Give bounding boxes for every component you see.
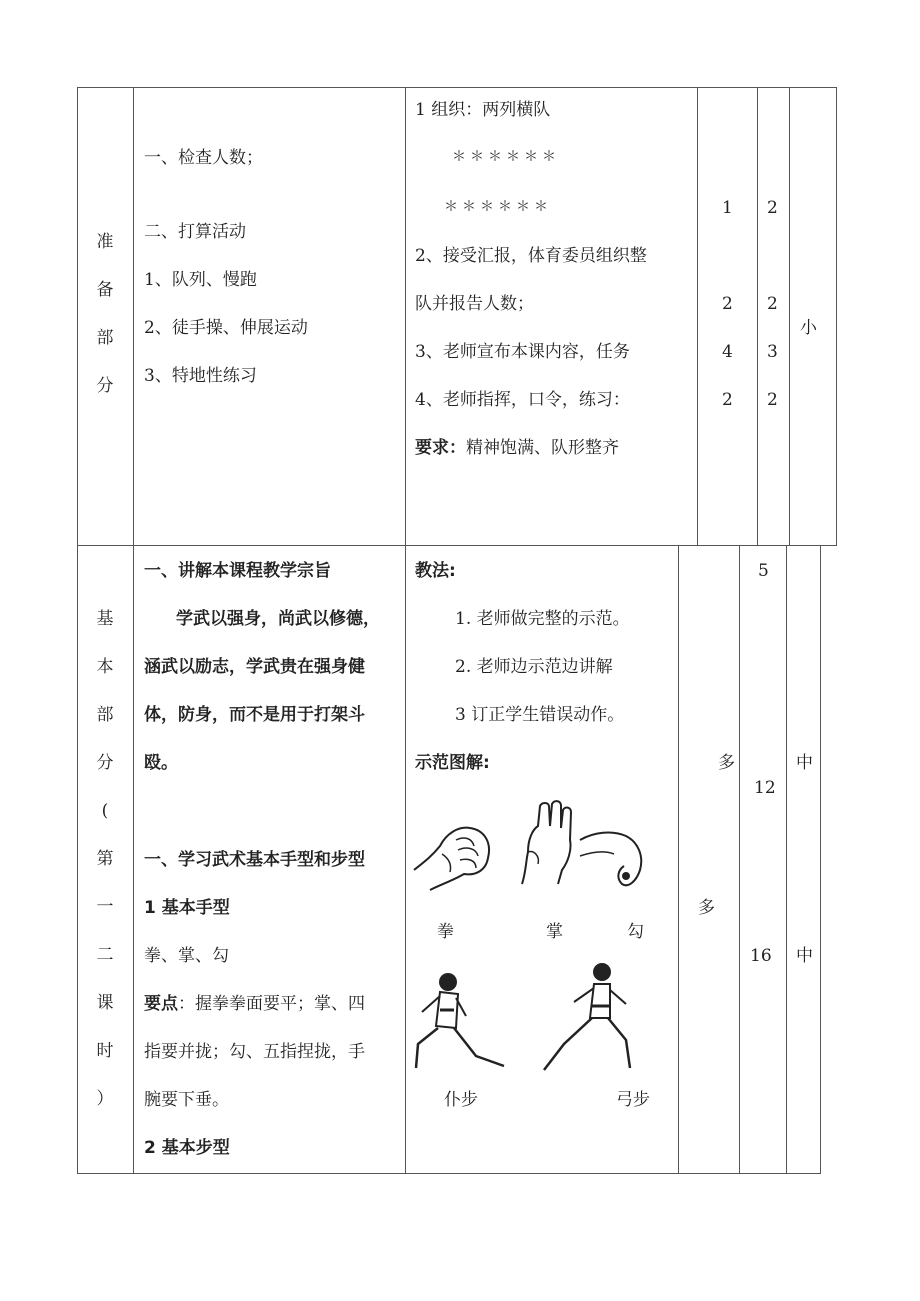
key-points-line-1: [144, 996, 365, 1013]
org-requirement: [415, 440, 619, 457]
table-border: [678, 545, 679, 1174]
basic-time-3: 16: [750, 946, 772, 966]
basic-heading-1: 一、讲解本课程教学宗旨: [144, 561, 331, 581]
requirement-label: 要求：: [415, 438, 466, 458]
basic-reps-1: 多: [718, 753, 735, 773]
org-line-1: 1 组织：两列横队: [415, 100, 551, 120]
prep-col-b-3: 3: [767, 342, 778, 362]
key-points-label: 要点: [144, 994, 178, 1014]
table-border: [405, 87, 406, 1174]
basic-heading-4: 2 基本步型: [144, 1138, 230, 1158]
hand-types: 拳、掌、勾: [144, 946, 229, 966]
table-border: [789, 87, 790, 546]
org-line-2b: 队并报告人数；: [415, 294, 534, 314]
fist-illustration: [412, 818, 494, 898]
method-step-1: 1. 老师做完整的示范。: [455, 609, 630, 629]
prep-section-label: 准 备 部 分: [96, 232, 114, 396]
prep-item-1: 一、检查人数；: [144, 148, 263, 168]
basic-reps-2: 多: [698, 898, 715, 918]
fist-caption: 拳: [437, 922, 454, 942]
demo-label: 示范图解:: [415, 753, 490, 773]
org-line-3: 3、老师宣布本课内容，任务: [415, 342, 630, 362]
table-border: [133, 87, 134, 1174]
prep-intensity: 小: [800, 318, 817, 338]
basic-para-line-2: 涵武以励志，学武贵在强身健: [144, 657, 365, 677]
table-border: [697, 87, 698, 546]
prep-item-2: 二、打算活动: [144, 222, 246, 242]
basic-para-line-4: 殴。: [144, 753, 178, 773]
hook-illustration: [578, 826, 648, 896]
palm-illustration: [516, 800, 578, 886]
table-border: [820, 545, 821, 1174]
basic-heading-3: 1 基本手型: [144, 898, 230, 918]
formation-row-1: ＊＊＊＊＊＊: [452, 149, 560, 165]
prep-col-a-4: 2: [722, 390, 733, 410]
palm-caption: 掌: [546, 922, 563, 942]
key-points-line-2: 指要并拢；勾、五指捏拢，手: [144, 1042, 365, 1062]
table-border: [786, 545, 787, 1174]
table-border: [77, 1173, 821, 1174]
table-border: [77, 87, 837, 88]
requirement-text: 精神饱满、队形整齐: [466, 438, 619, 458]
basic-time-1: 5: [758, 561, 769, 581]
key-points-text: ：握拳拳面要平；掌、四: [178, 994, 365, 1014]
prep-item-3: 1、队列、慢跑: [144, 270, 257, 290]
hook-caption: 勾: [627, 922, 644, 942]
table-border: [77, 87, 78, 1174]
key-points-line-3: 腕要下垂。: [144, 1090, 229, 1110]
method-step-3: 3 订正学生错误动作。: [455, 705, 625, 725]
org-line-4: 4、老师指挥，口令，练习：: [415, 390, 630, 410]
org-line-2a: 2、接受汇报，体育委员组织整: [415, 246, 647, 266]
basic-section-label: 基 本 部 分 ( 第 一 二 课 时 ）: [96, 609, 114, 1109]
bow-stance-illustration: [540, 962, 646, 1074]
prep-item-5: 3、特地性练习: [144, 366, 257, 386]
formation-row-2: ＊＊＊＊＊＊: [444, 199, 552, 215]
basic-para-line-3: 体，防身，而不是用于打架斗: [144, 705, 365, 725]
table-border: [739, 545, 740, 1174]
method-step-2: 2. 老师边示范边讲解: [455, 657, 613, 677]
table-border: [836, 87, 837, 546]
prep-col-b-1: 2: [767, 198, 778, 218]
table-border: [77, 545, 837, 546]
basic-intensity-1: 中: [796, 753, 813, 773]
bow-stance-caption: 弓步: [616, 1090, 650, 1110]
crouch-stance-caption: 仆步: [444, 1090, 478, 1110]
prep-col-b-4: 2: [767, 390, 778, 410]
basic-time-2: 12: [754, 778, 776, 798]
method-label: 教法:: [415, 561, 456, 581]
prep-item-4: 2、徒手操、伸展运动: [144, 318, 308, 338]
prep-col-a-3: 4: [722, 342, 733, 362]
basic-heading-2: 一、学习武术基本手型和步型: [144, 850, 365, 870]
crouch-stance-illustration: [410, 970, 506, 1074]
prep-col-a-1: 1: [722, 198, 733, 218]
prep-col-a-2: 2: [722, 294, 733, 314]
prep-col-b-2: 2: [767, 294, 778, 314]
basic-para-line-1: 学武以强身，尚武以修德，: [176, 609, 380, 629]
basic-intensity-2: 中: [796, 946, 813, 966]
table-border: [757, 87, 758, 546]
